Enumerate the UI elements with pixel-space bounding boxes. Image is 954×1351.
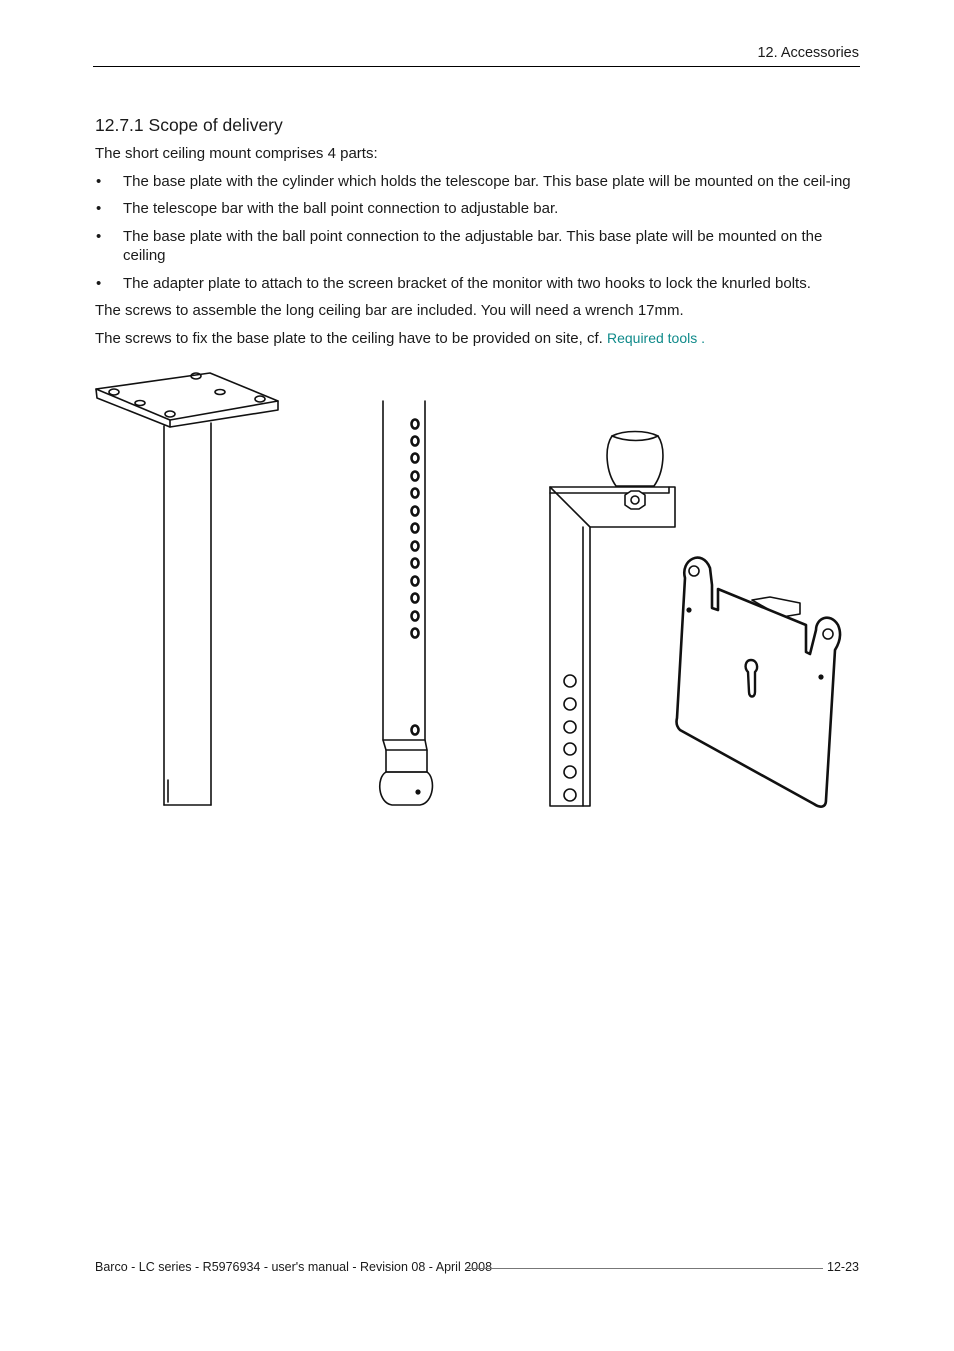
bullet-icon: • bbox=[96, 227, 102, 245]
parts-list bbox=[95, 172, 860, 294]
body-content bbox=[95, 144, 860, 356]
required-tools-link[interactable]: Required tools . bbox=[606, 329, 706, 346]
ball-point-plate-drawing bbox=[550, 432, 675, 807]
bullet-icon: • bbox=[96, 274, 102, 292]
screws-paragraph: The screws to assemble the long ceiling bar are included. You will need a wrench 17mm. bbox=[95, 302, 684, 319]
page-number: 12-23 bbox=[827, 1260, 859, 1274]
footer-rule bbox=[466, 1268, 823, 1269]
list-item bbox=[95, 274, 860, 294]
bullet-icon: • bbox=[96, 200, 102, 217]
running-header: 12. Accessories bbox=[757, 45, 859, 61]
list-item-text: The base plate with the cylinder which holds the telescope bar. This base plate will be mounted on the ceil-ing bbox=[123, 172, 851, 190]
list-item bbox=[95, 172, 860, 192]
list-item-text: The adapter plate to attach to the screen bracket of the monitor with two hooks to lock the knurled bolts. bbox=[123, 274, 811, 292]
footer-document-info: Barco - LC series - R5976934 - user's manual - Revision 08 - April 2008 bbox=[95, 1260, 493, 1274]
list-item bbox=[95, 227, 860, 266]
section-title: 12.7.1 Scope of delivery bbox=[95, 115, 283, 135]
fix-paragraph-text: The screws to fix the base plate to the ceiling have to be provided on site, cf. bbox=[95, 329, 603, 347]
list-item-text: The telescope bar with the ball point connection to adjustable bar. bbox=[123, 200, 559, 217]
list-item-text: The base plate with the ball point connection to the adjustable bar. This base plate will be mounted on the ceiling bbox=[123, 227, 823, 264]
bullet-icon: • bbox=[96, 172, 102, 190]
ceiling-mount-parts-figure bbox=[80, 365, 880, 815]
telescope-bar-drawing bbox=[380, 401, 433, 805]
base-plate-cylinder-drawing bbox=[96, 373, 278, 805]
intro-paragraph: The short ceiling mount comprises 4 parts: bbox=[95, 145, 378, 162]
fix-paragraph bbox=[95, 329, 860, 349]
header-rule bbox=[93, 66, 860, 67]
adapter-plate-drawing bbox=[676, 558, 840, 807]
list-item bbox=[95, 199, 860, 219]
